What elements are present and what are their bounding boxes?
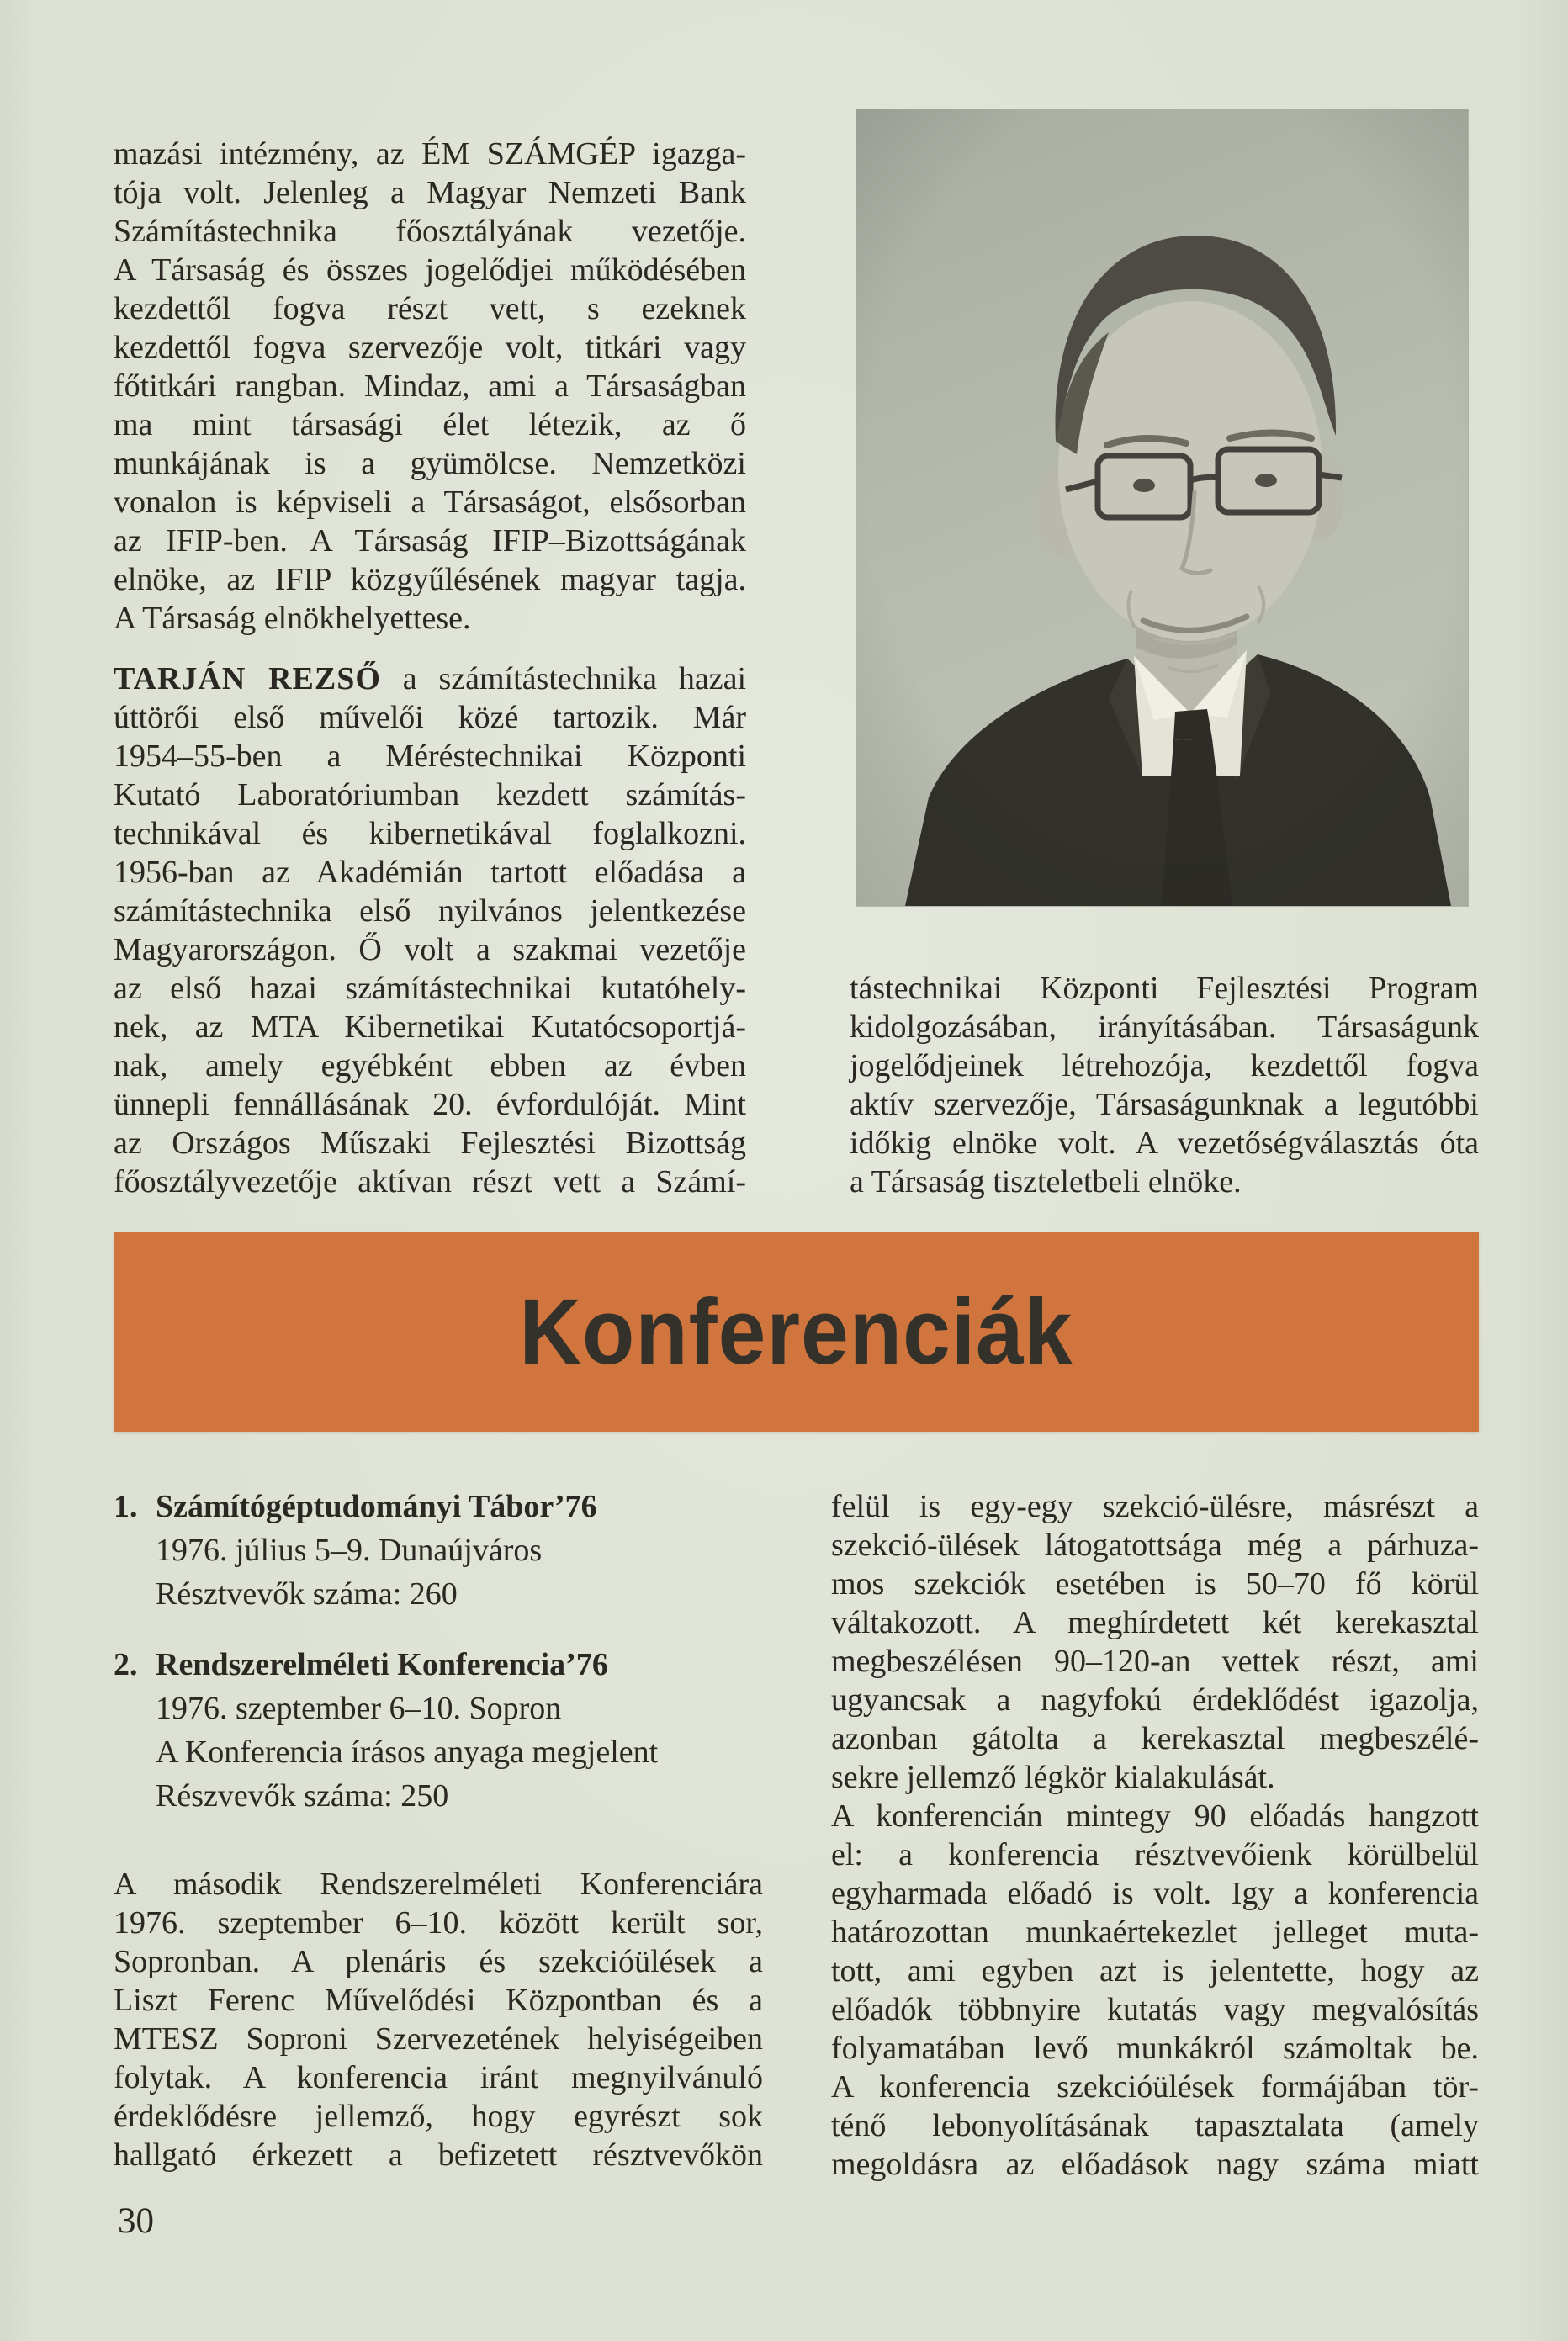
text-line: nak, amely egyébként ebben az évben bbox=[114, 1048, 746, 1083]
profile-paragraph-2 bbox=[114, 659, 746, 1201]
conference-title: Számítógéptudományi Tábor’76 bbox=[156, 1489, 597, 1524]
text-line: Magyarországon. Ő volt a szakmai vezetője bbox=[114, 932, 746, 967]
report-paragraph-1 bbox=[831, 1487, 1479, 1797]
text-line: 1976. szeptember 6–10. között került sor, bbox=[114, 1905, 763, 1941]
text-line: felül is egy-egy szekció-ülésre, másrészt a bbox=[831, 1489, 1479, 1524]
text-line: A második Rendszerelméleti Konferenciára bbox=[114, 1867, 763, 1902]
text-line: tástechnikai Központi Fejlesztési Program bbox=[850, 971, 1479, 1006]
conference-item-1 bbox=[114, 1485, 763, 1616]
conference-title: Rendszerelméleti Konferencia’76 bbox=[156, 1647, 608, 1682]
text-line: nek, az MTA Kibernetikai Kutatócsoportjá- bbox=[114, 1009, 746, 1045]
text-line: A Társaság elnökhelyettese. bbox=[114, 601, 471, 636]
text-line: folyamatában levő munkákról számoltak be. bbox=[831, 2031, 1479, 2066]
text-span: a számítástechnika hazai bbox=[402, 661, 747, 696]
text-line: 1956-ban az Akadémián tartott előadása a bbox=[114, 855, 746, 890]
text-line: Liszt Ferenc Művelődési Központban és a bbox=[114, 1983, 763, 2018]
text-line: A Társaság és összes jogelődjei működésében bbox=[114, 252, 746, 288]
text-line: az IFIP-ben. A Társaság IFIP–Bizottságának bbox=[114, 523, 746, 559]
conference-item-2 bbox=[114, 1643, 763, 1818]
section-banner-title: Konferenciák bbox=[519, 1279, 1073, 1384]
portrait-photo-graphic bbox=[856, 109, 1468, 906]
text-line: szekció-ülések látogatottsága még a párhuza- bbox=[831, 1528, 1479, 1563]
conference-list-column bbox=[114, 1485, 763, 2174]
text-line: ugyancsak a nagyfokú érdeklődést igazolja, bbox=[831, 1682, 1479, 1718]
text-line: főtitkári rangban. Mindaz, ami a Társaságban bbox=[114, 368, 746, 404]
text-line: ünnepli fennállásának 20. évfordulóját. Mint bbox=[114, 1087, 746, 1122]
text-line: 1976. július 5–9. Dunaújváros bbox=[156, 1533, 543, 1568]
text-line: megbeszélésen 90–120-an vettek részt, ami bbox=[831, 1644, 1479, 1679]
text-line: egyharmada előadó is volt. Igy a konferencia bbox=[831, 1876, 1479, 1911]
text-line: időkig elnöke volt. A vezetőségválasztás óta bbox=[850, 1125, 1479, 1161]
report-paragraph-2 bbox=[831, 1797, 1479, 2184]
page-number: 30 bbox=[118, 2201, 154, 2241]
text-line: elnöke, az IFIP közgyűlésének magyar tagja. bbox=[114, 562, 746, 597]
conference-report-left-paragraph bbox=[114, 1865, 763, 2174]
text-line: Sopronban. A plenáris és szekcióülések a bbox=[114, 1944, 763, 1979]
text-line: azonban gátolta a kerekasztal megbeszélé- bbox=[831, 1721, 1479, 1756]
profile-text-column bbox=[114, 135, 746, 1201]
text-line: sekre jellemző légkör kialakulását. bbox=[831, 1760, 1275, 1795]
conference-details bbox=[156, 1687, 658, 1818]
text-line: mazási intézmény, az ÉM SZÁMGÉP igazga- bbox=[114, 136, 746, 172]
profile-continuation-column bbox=[850, 969, 1479, 1201]
text-line: Kutató Laboratóriumban kezdett számítás- bbox=[114, 777, 746, 813]
text-line: kidolgozásában, irányításában. Társaságunk bbox=[850, 1009, 1479, 1045]
text-line: Számítástechnika főosztályának vezetője. bbox=[114, 214, 746, 249]
text-line: hallgató érkezett a befizetett résztvevőkön bbox=[114, 2137, 763, 2173]
person-name: TARJÁN REZSŐ bbox=[114, 661, 381, 696]
text-line: váltakozott. A meghírdetett két kerekasztal bbox=[831, 1605, 1479, 1640]
profile-paragraph-1 bbox=[114, 135, 746, 638]
text-line: aktív szervezője, Társaságunknak a legutóbbi bbox=[850, 1087, 1479, 1122]
text-line: Résztvevők száma: 260 bbox=[156, 1576, 458, 1612]
profile-continuation-paragraph bbox=[850, 969, 1479, 1201]
item-number: 2. bbox=[114, 1647, 138, 1682]
text-line: 1954–55-ben a Méréstechnikai Központi bbox=[114, 739, 746, 774]
text-line: technikával és kibernetikával foglalkozni. bbox=[114, 816, 746, 851]
text-line: kezdettől fogva részt vett, s ezeknek bbox=[114, 291, 746, 326]
text-line: főosztályvezetője aktívan részt vett a Számí- bbox=[114, 1164, 746, 1200]
paragraph-lines bbox=[114, 698, 746, 1201]
item-body bbox=[156, 1643, 658, 1818]
text-line: A konferencia szekcióülések formájában tör- bbox=[831, 2069, 1479, 2105]
conference-details bbox=[156, 1528, 597, 1616]
text-line: számítástechnika első nyilvános jelentkezése bbox=[114, 893, 746, 929]
section-banner bbox=[114, 1232, 1479, 1432]
text-line: megoldásra az előadások nagy száma miatt bbox=[831, 2147, 1479, 2182]
text-line: mos szekciók esetében is 50–70 fő körül bbox=[831, 1566, 1479, 1602]
text-line: A konferencián mintegy 90 előadás hangzott bbox=[831, 1798, 1479, 1834]
text-line: határozottan munkaértekezlet jelleget muta- bbox=[831, 1915, 1479, 1950]
text-line: vonalon is képviseli a Társaságot, elsősorban bbox=[114, 485, 746, 520]
text-line: el: a konferencia résztvevőienk körülbelül bbox=[831, 1837, 1479, 1872]
text-line: kezdettől fogva szervezője volt, titkári vagy bbox=[114, 330, 746, 365]
text-line: ma mint társasági élet létezik, az ő bbox=[114, 407, 746, 442]
text-line: az Országos Műszaki Fejlesztési Bizottság bbox=[114, 1125, 746, 1161]
text-line: jogelődjeinek létrehozója, kezdettől fogva bbox=[850, 1048, 1479, 1083]
text-line: munkájának is a gyümölcse. Nemzetközi bbox=[114, 446, 746, 481]
item-number: 1. bbox=[114, 1489, 138, 1524]
text-line: érdeklődésre jellemző, hogy egyrészt sok bbox=[114, 2099, 763, 2134]
text-line: 1976. szeptember 6–10. Sopron bbox=[156, 1691, 562, 1726]
text-line: előadók többnyire kutatás vagy megvalósítás bbox=[831, 1992, 1479, 2027]
conference-report-right-column bbox=[831, 1487, 1479, 2184]
text-line: Részvevők száma: 250 bbox=[156, 1778, 449, 1814]
text-line: tója volt. Jelenleg a Magyar Nemzeti Bank bbox=[114, 175, 746, 210]
portrait-photo bbox=[856, 109, 1468, 906]
text-line: úttörői első művelői közé tartozik. Már bbox=[114, 700, 746, 735]
item-body bbox=[156, 1485, 597, 1616]
text-line: az első hazai számítástechnikai kutatóhely- bbox=[114, 971, 746, 1006]
text-line bbox=[114, 659, 746, 698]
text-line: A Konferencia írásos anyaga megjelent bbox=[156, 1735, 659, 1770]
text-line: MTESZ Soproni Szervezetének helyiségeiben bbox=[114, 2021, 763, 2057]
text-line: tott, ami egyben azt is jelentette, hogy az bbox=[831, 1953, 1479, 1989]
text-line: a Társaság tiszteletbeli elnöke. bbox=[850, 1164, 1242, 1200]
text-line: ténő lebonyolításának tapasztalata (amely bbox=[831, 2108, 1479, 2143]
text-line: folytak. A konferencia iránt megnyilvánuló bbox=[114, 2060, 763, 2095]
